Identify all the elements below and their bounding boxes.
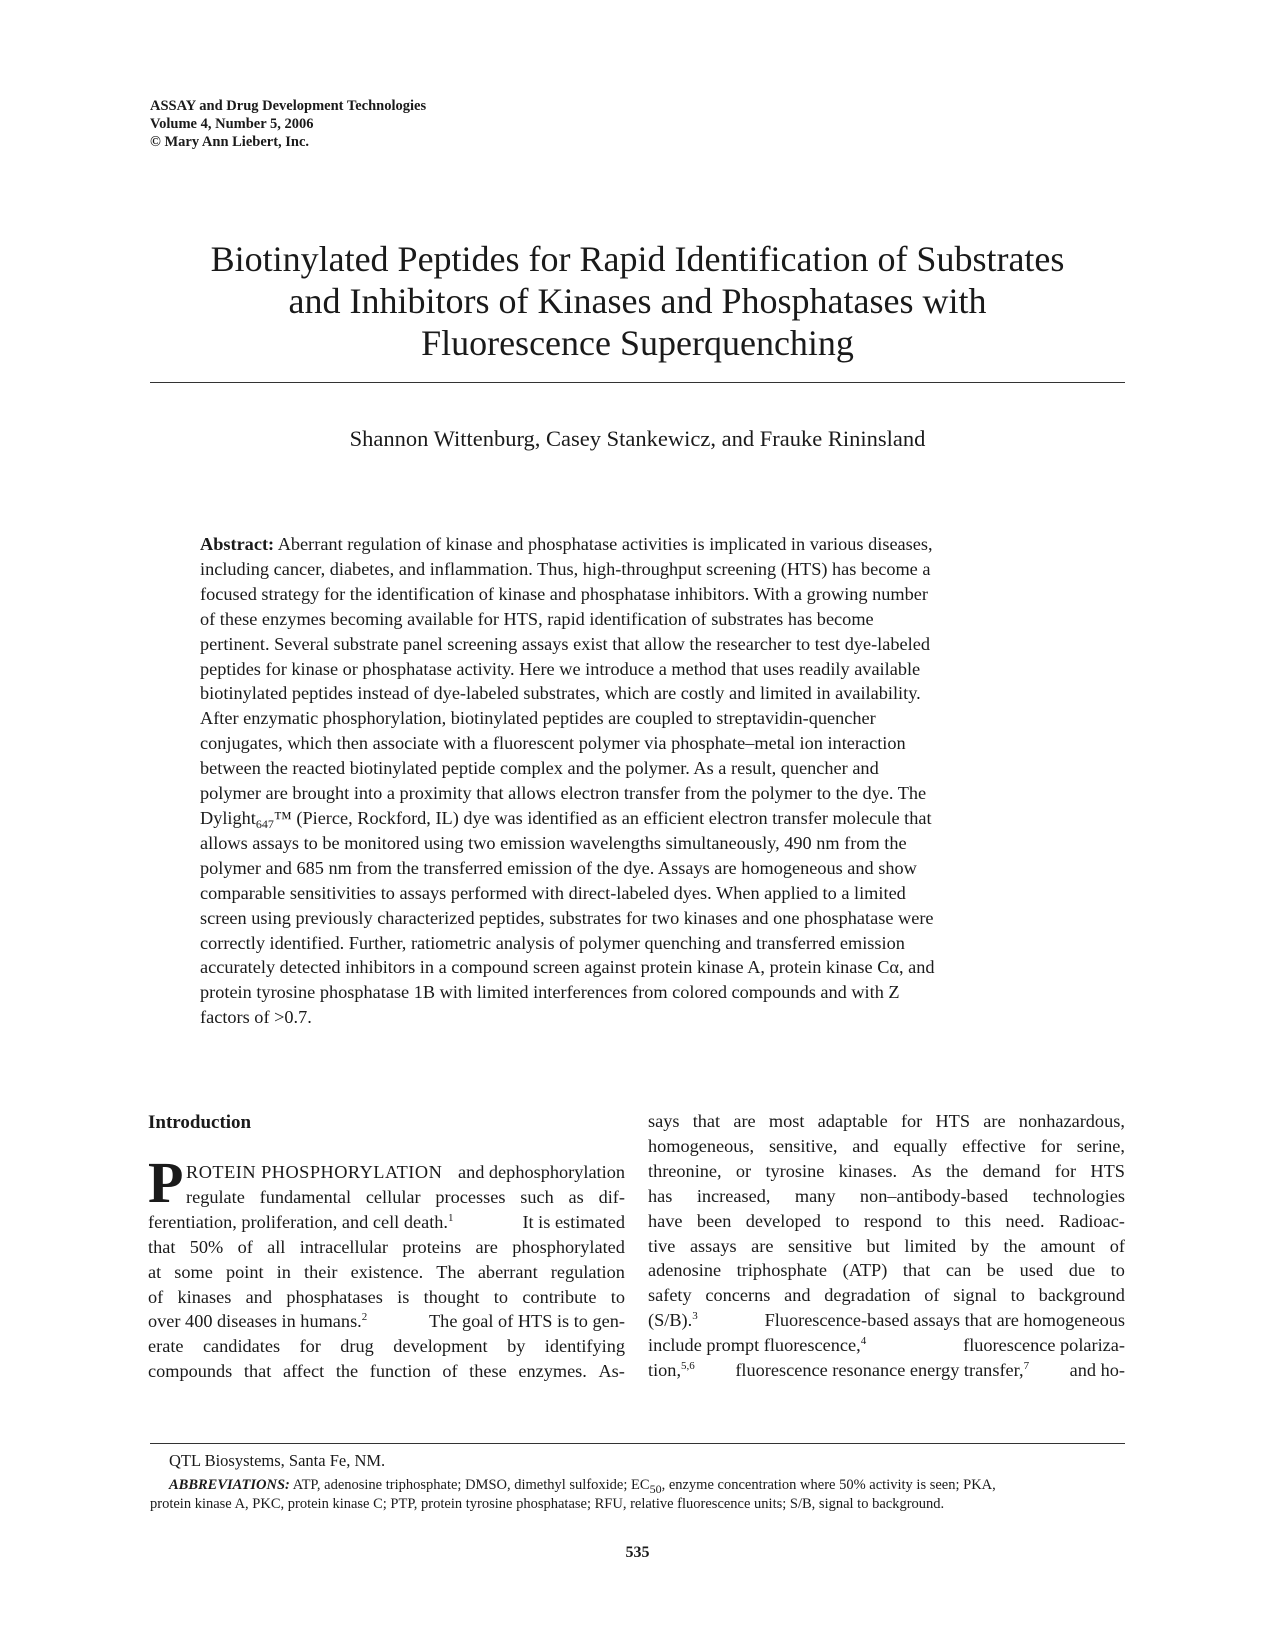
abstract-label: Abstract: <box>200 534 275 554</box>
body-line: at some point in their existence. The aberrant regulation <box>148 1261 625 1282</box>
body-line: have been developed to respond to this need. Radioac- <box>648 1210 1125 1231</box>
body-text: and ho- <box>1069 1360 1125 1381</box>
abstract-line: allows assays to be monitored using two emission wavelengths simultaneously, 490 nm from the <box>200 832 907 853</box>
body-line: erate candidates for drug development by identifying <box>148 1336 625 1357</box>
author-list: Shannon Wittenburg, Casey Stankewicz, and Frauke Rininsland <box>349 426 926 451</box>
abstract-line: of these enzymes becoming available for HTS, rapid identification of substrates has become <box>200 608 874 629</box>
citation-superscript: 3 <box>692 1310 698 1323</box>
left-column <box>148 1150 625 1384</box>
body-line: says that are most adaptable for HTS are nonhazardous, <box>648 1111 1125 1131</box>
body-line: has increased, many non–antibody-based technologies <box>648 1185 1125 1206</box>
abstract-line <box>200 532 1075 557</box>
footnote-text: ATP, adenosine triphosphate; DMSO, dimethyl sulfoxide; EC <box>289 1477 650 1493</box>
body-line: compounds that affect the function of these enzymes. As- <box>148 1361 625 1382</box>
citation-superscript: 5,6 <box>681 1360 695 1373</box>
body-text: fluorescence polariza- <box>963 1335 1125 1356</box>
body-text: tion,$^{5,6}$ <box>648 1360 695 1381</box>
citation-superscript: 4 <box>860 1335 867 1348</box>
body-line <box>148 1160 625 1185</box>
body-line: adenosine triphosphate (ATP) that can be used due to <box>648 1260 1125 1281</box>
abstract-line: focused strategy for the identification of kinase and phosphatase inhibitors. With a growing number <box>200 583 928 604</box>
affiliation-footnote: QTL Biosystems, Santa Fe, NM. <box>169 1451 386 1470</box>
footnote-text: , enzyme concentration where 50% activity is seen; PKA, <box>661 1477 996 1493</box>
abstract-line: including cancer, diabetes, and inflammation. Thus, high-throughput screening (HTS) has become a <box>200 558 931 579</box>
citation-superscript: 7 <box>1023 1360 1030 1373</box>
footnote-line <box>150 1476 1130 1495</box>
page-number: 535 <box>625 1544 650 1561</box>
body-text: over 400 diseases in humans.$^2$ <box>148 1311 368 1332</box>
abstract-line: between the reacted biotinylated peptide complex and the polymer. As a result, quencher and <box>200 758 879 779</box>
body-line <box>648 1333 1125 1358</box>
abstract-line: comparable sensitivities to assays performed with direct-labeled dyes. When applied to a limited <box>200 882 906 903</box>
subscript: 50 <box>649 1482 662 1496</box>
abstract-line: After enzymatic phosphorylation, biotinylated peptides are coupled to streptavidin-quencher <box>200 708 876 729</box>
abstract <box>200 532 1075 1030</box>
abstract-line: peptides for kinase or phosphatase activity. Here we introduce a method that uses readily available <box>200 658 921 679</box>
body-line: of kinases and phosphatases is thought to contribute to <box>148 1286 625 1307</box>
abbreviations-label: ABBREVIATIONS: <box>169 1477 290 1493</box>
title-divider <box>150 382 1125 383</box>
body-line: threonine, or tyrosine kinases. As the demand for HTS <box>648 1160 1125 1181</box>
journal-header <box>150 97 426 151</box>
body-line <box>648 1308 1125 1333</box>
small-caps-text: ROTEIN PHOSPHORYLATION <box>186 1162 443 1182</box>
abstract-line: correctly identified. Further, ratiometric analysis of polymer quenching and transferred emission <box>200 932 905 953</box>
body-text: include prompt fluorescence,$^4$ <box>648 1335 867 1356</box>
body-line <box>148 1210 625 1235</box>
abstract-line: biotinylated peptides instead of dye-labeled substrates, which are costly and limited in availability. <box>200 683 921 704</box>
subscript: 647 <box>255 816 274 831</box>
body-line: regulate fundamental cellular processes such as dif- <box>186 1186 625 1207</box>
body-line <box>648 1358 1125 1383</box>
body-text: fluorescence resonance energy transfer,$^7$ <box>735 1360 1030 1381</box>
title-line: and Inhibitors of Kinases and Phosphatases with <box>288 281 987 321</box>
body-text: Fluorescence-based assays that are homogeneous <box>764 1310 1125 1331</box>
abstract-line: accurately detected inhibitors in a compound screen against protein kinase A, protein kinase Cα, and <box>200 957 935 978</box>
abstract-line: screen using previously characterized peptides, substrates for two kinases and one phosphatase were <box>200 907 934 928</box>
body-text: The goal of HTS is to gen- <box>429 1311 625 1332</box>
body-line: safety concerns and degradation of signal to background <box>648 1285 1125 1306</box>
journal-copyright: © Mary Ann Liebert, Inc. <box>150 134 310 150</box>
citation-superscript: 1 <box>448 1211 454 1224</box>
abstract-line: conjugates, which then associate with a fluorescent polymer via phosphate–metal ion interaction <box>200 733 906 754</box>
abstract-line: polymer and 685 nm from the transferred emission of the dye. Assays are homogeneous and show <box>200 857 917 878</box>
journal-name: ASSAY and Drug Development Technologies <box>150 98 427 114</box>
journal-volume: Volume 4, Number 5, 2006 <box>150 116 314 132</box>
section-heading-introduction: Introduction <box>148 1112 252 1133</box>
abbreviations-footnote <box>150 1476 1130 1514</box>
right-column <box>648 1109 1125 1383</box>
body-line: that 50% of all intracellular proteins are phosphorylated <box>148 1236 625 1257</box>
article-title <box>150 238 1125 364</box>
abstract-text: Aberrant regulation of kinase and phosphatase activities is implicated in various diseases, <box>277 534 933 554</box>
abstract-text: ™ (Pierce, Rockford, IL) dye was identified as an efficient electron transfer molecule that <box>273 807 932 828</box>
abstract-line: protein tyrosine phosphatase 1B with limited interferences from colored compounds and with Z <box>200 982 900 1003</box>
abstract-line: factors of >0.7. <box>200 1007 312 1028</box>
abstract-line: polymer are brought into a proximity that allows electron transfer from the polymer to the dye. The <box>200 783 927 804</box>
title-line: Fluorescence Superquenching <box>421 323 854 363</box>
body-text: ferentiation, proliferation, and cell death.$^1$ <box>148 1211 454 1232</box>
footnote-divider <box>150 1443 1125 1444</box>
citation-superscript: 2 <box>361 1311 368 1324</box>
body-text: (S/B).$^3$ <box>648 1310 698 1331</box>
footnote-line: protein kinase A, PKC, protein kinase C; PTP, protein tyrosine phosphatase; RFU, relative fluorescence units; S/B, signal to background. <box>150 1496 945 1512</box>
body-text: and dephosphorylation <box>457 1162 625 1182</box>
body-line: tive assays are sensitive but limited by the amount of <box>648 1235 1125 1256</box>
abstract-text: Dylight <box>200 807 256 828</box>
abstract-line: pertinent. Several substrate panel screening assays exist that allow the researcher to test dye-labeled <box>200 633 930 654</box>
abstract-line <box>200 806 1075 831</box>
drop-cap: P <box>148 1150 184 1215</box>
title-line: Biotinylated Peptides for Rapid Identification of Substrates <box>210 239 1065 279</box>
body-line: homogeneous, sensitive, and equally effective for serine, <box>648 1135 1125 1156</box>
body-text: It is estimated <box>522 1211 625 1232</box>
body-line <box>148 1309 625 1334</box>
